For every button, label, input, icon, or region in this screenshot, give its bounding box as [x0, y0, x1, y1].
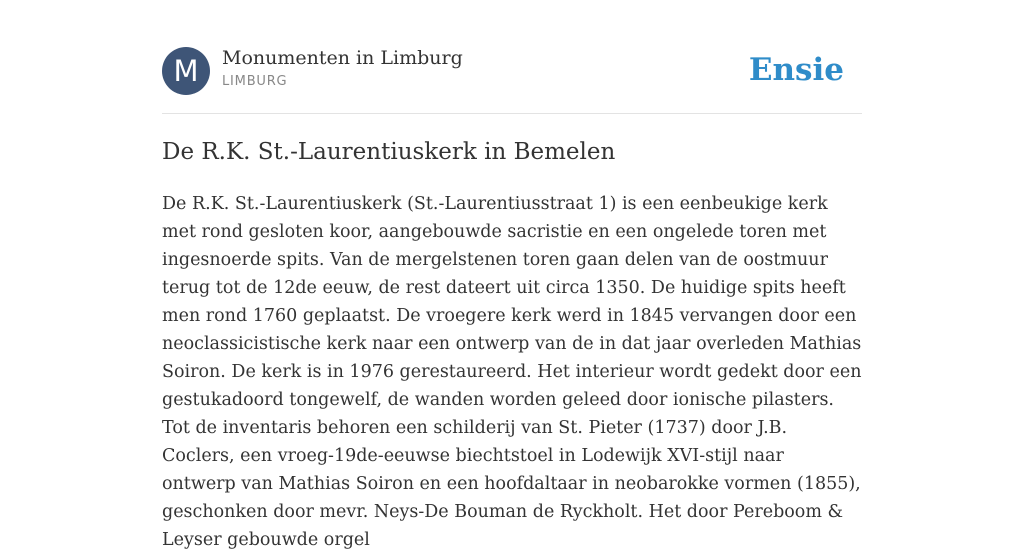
article-body: De R.K. St.-Laurentiuskerk (St.-Laurentiusstraat 1) is een eenbeukige kerk met rond gesloten koor, aangebouwde sacristie en een ongelede toren met ingesnoerde spits. Van de mergelstenen toren gaan delen van de oostmuur terug tot de 12de eeuw, de rest dateert uit circa 1350. De huidige spits heeft men rond 1760 geplaatst. De vroegere kerk werd in 1845 vervangen door een neoclassicistische kerk naar een ontwerp van de in dat jaar overleden Mathias Soiron. De kerk is in 1976 gerestaureerd. Het interieur wordt gedekt door een gestukadoord tongewelf, de wanden worden geleed door ionische pilasters. Tot de inventaris behoren een schilderij van St. Pieter (1737) door J.B. Coclers, een vroeg-19de-eeuwse biechtstoel in Lodewijk XVI-stijl naar ontwerp van Mathias Soiron en een hoofdaltaar in neobarokke vormen (1855), geschonken door mevr. Neys-De Bouman de Ryckholt. Het door Pereboom & Leyser gebouwde orgel [162, 194, 862, 550]
ensie-logo[interactable]: Ensie [748, 52, 844, 88]
source-category-link[interactable]: LIMBURG [222, 74, 288, 89]
source-avatar[interactable]: M [162, 47, 210, 95]
article-title: De R.K. St.-Laurentiuskerk in Bemelen [162, 139, 616, 165]
source-title-link[interactable]: Monumenten in Limburg [222, 47, 463, 69]
page-container [162, 0, 862, 550]
source-header [162, 0, 862, 114]
